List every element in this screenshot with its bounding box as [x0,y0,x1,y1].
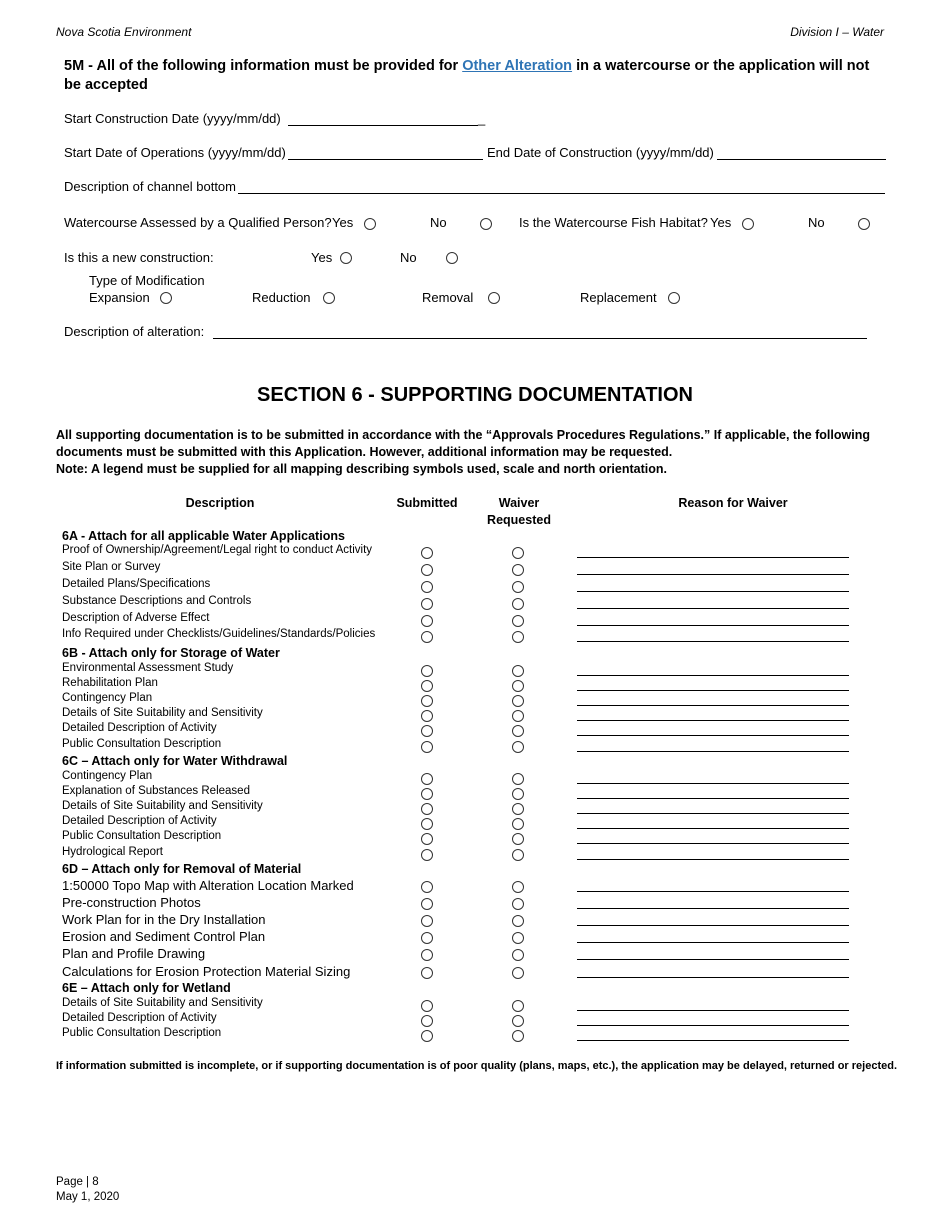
waiver-reason-field[interactable] [577,625,849,626]
waiver-reason-field[interactable] [577,783,849,784]
assessed-no-radio[interactable] [480,218,492,230]
submitted-radio[interactable] [421,898,433,910]
mod-expansion-radio[interactable] [160,292,172,304]
waiver-reason-field[interactable] [577,751,849,752]
title-pre: 5M - All of the following information must be provided for [64,58,463,74]
waiver-radio[interactable] [512,881,524,893]
channel-bottom-label: Description of channel bottom [64,179,236,194]
waiver-reason-field[interactable] [577,591,849,592]
waiver-reason-field[interactable] [577,798,849,799]
new-yes-radio[interactable] [340,252,352,264]
mod-reduction-label: Reduction [252,290,311,305]
doc-row [0,878,950,894]
waiver-reason-field[interactable] [577,813,849,814]
waiver-radio[interactable] [512,615,524,627]
doc-row [0,662,950,678]
doc-item-label: Plan and Profile Drawing [62,946,206,961]
doc-item-label: Public Consultation Description [62,830,222,842]
waiver-radio[interactable] [512,773,524,785]
doc-row [0,1027,950,1043]
submitted-radio[interactable] [421,803,433,815]
doc-item-label: Detailed Plans/Specifications [62,578,211,590]
new-no-radio[interactable] [446,252,458,264]
waiver-reason-field[interactable] [577,828,849,829]
doc-row [0,929,950,945]
doc-item-label: Calculations for Erosion Protection Material Sizing [62,964,351,979]
doc-row [0,946,950,962]
doc-group-title: 6A - Attach for all applicable Water Applications [62,529,345,543]
waiver-radio[interactable] [512,788,524,800]
doc-row [0,815,950,831]
page-date: May 1, 2020 [56,1191,120,1203]
waiver-reason-field[interactable] [577,608,849,609]
waiver-reason-field[interactable] [577,891,849,892]
doc-item-label: Detailed Description of Activity [62,722,217,734]
new-no-label: No [400,250,417,265]
submitted-radio[interactable] [421,725,433,737]
doc-row [0,964,950,980]
doc-item-label: Details of Site Suitability and Sensitivity [62,707,263,719]
doc-item-label: Environmental Assessment Study [62,662,234,674]
waiver-radio[interactable] [512,631,524,643]
doc-item-label: Proof of Ownership/Agreement/Legal right to conduct Activity [62,544,373,556]
section-6-title: SECTION 6 - SUPPORTING DOCUMENTATION [257,384,693,406]
incomplete-warning: If information submitted is incomplete, or if supporting documentation is of poor quality (plans, maps, etc.), the application may be delayed, returned or rejected. [56,1060,898,1072]
submitted-radio[interactable] [421,915,433,927]
waiver-radio[interactable] [512,665,524,677]
doc-item-label: Contingency Plan [62,770,153,782]
waiver-radio[interactable] [512,547,524,559]
waiver-radio[interactable] [512,564,524,576]
waiver-reason-field[interactable] [577,908,849,909]
page-number: Page | 8 [56,1176,99,1188]
doc-group-title: 6E – Attach only for Wetland [62,981,231,995]
doc-row [0,830,950,846]
start-construction-field[interactable] [288,125,478,126]
waiver-reason-field[interactable] [577,977,849,978]
new-yes-label: Yes [311,250,333,265]
doc-row [0,628,950,644]
new-construction-label: Is this a new construction: [64,250,214,265]
doc-row [0,595,950,611]
doc-item-label: Substance Descriptions and Controls [62,595,252,607]
col-waiver-line2: Requested [487,513,551,527]
doc-item-label: Work Plan for in the Dry Installation [62,912,266,927]
doc-item-label: Info Required under Checklists/Guidelines/Standards/Policies [62,628,376,640]
waiver-reason-field[interactable] [577,720,849,721]
doc-row [0,578,950,594]
submitted-radio[interactable] [421,615,433,627]
waiver-radio[interactable] [512,741,524,753]
waiver-radio[interactable] [512,967,524,979]
submitted-radio[interactable] [421,788,433,800]
doc-item-label: Contingency Plan [62,692,153,704]
waiver-reason-field[interactable] [577,942,849,943]
waiver-radio[interactable] [512,898,524,910]
submitted-radio[interactable] [421,1015,433,1027]
doc-group-title: 6D – Attach only for Removal of Material [62,862,302,876]
section-6-intro [56,427,896,478]
submitted-radio[interactable] [421,949,433,961]
doc-row [0,800,950,816]
waiver-radio[interactable] [512,915,524,927]
waiver-radio[interactable] [512,932,524,944]
waiver-reason-field[interactable] [577,557,849,558]
submitted-radio[interactable] [421,695,433,707]
doc-row [0,770,950,786]
doc-item-label: Hydrological Report [62,846,163,858]
submitted-radio[interactable] [421,881,433,893]
waiver-reason-field[interactable] [577,735,849,736]
doc-row [0,997,950,1013]
doc-item-label: Site Plan or Survey [62,561,161,573]
submitted-radio[interactable] [421,581,433,593]
doc-row [0,846,950,862]
doc-row [0,785,950,801]
submitted-radio[interactable] [421,932,433,944]
fish-no-radio[interactable] [858,218,870,230]
doc-row [0,561,950,577]
submitted-radio[interactable] [421,665,433,677]
submitted-radio[interactable] [421,741,433,753]
header-right: Division I – Water [790,25,884,39]
waiver-radio[interactable] [512,581,524,593]
modification-label: Type of Modification [89,273,205,288]
fish-no-label: No [808,215,825,230]
waiver-radio[interactable] [512,598,524,610]
doc-item-label: Rehabilitation Plan [62,677,158,689]
start-operations-label: Start Date of Operations (yyyy/mm/dd) [64,145,286,160]
submitted-radio[interactable] [421,710,433,722]
start-construction-label: Start Construction Date (yyyy/mm/dd) [64,111,281,126]
mod-replacement-label: Replacement [580,290,657,305]
doc-row [0,612,950,628]
submitted-radio[interactable] [421,967,433,979]
assessed-no-label: No [430,215,447,230]
submitted-radio[interactable] [421,773,433,785]
doc-row [0,895,950,911]
waiver-radio[interactable] [512,1015,524,1027]
waiver-radio[interactable] [512,1000,524,1012]
submitted-radio[interactable] [421,631,433,643]
waiver-reason-field[interactable] [577,1025,849,1026]
submitted-radio[interactable] [421,833,433,845]
submitted-radio[interactable] [421,680,433,692]
intro-note: Note: A legend must be supplied for all mapping describing symbols used, scale and north orientation. [56,462,667,476]
mod-reduction-radio[interactable] [323,292,335,304]
fish-habitat-label: Is the Watercourse Fish Habitat? [519,215,708,230]
waiver-reason-field[interactable] [577,641,849,642]
waiver-radio[interactable] [512,1030,524,1042]
waiver-reason-field[interactable] [577,859,849,860]
waiver-radio[interactable] [512,680,524,692]
end-construction-label: End Date of Construction (yyyy/mm/dd) [487,145,714,160]
doc-item-label: 1:50000 Topo Map with Alteration Location Marked [62,878,354,893]
submitted-radio[interactable] [421,564,433,576]
doc-row [0,722,950,738]
header-left: Nova Scotia Environment [56,25,192,39]
assessed-yes-radio[interactable] [364,218,376,230]
waiver-reason-field[interactable] [577,705,849,706]
submitted-radio[interactable] [421,849,433,861]
col-waiver-line1: Waiver [498,496,540,510]
other-alteration-link[interactable]: Other Alteration [462,58,573,74]
doc-item-label: Pre-construction Photos [62,895,201,910]
doc-row [0,677,950,693]
channel-bottom-field[interactable] [238,193,885,194]
doc-item-label: Details of Site Suitability and Sensitivity [62,800,263,812]
doc-item-label: Details of Site Suitability and Sensitivity [62,997,263,1009]
mod-removal-label: Removal [422,290,474,305]
doc-row [0,738,950,754]
waiver-reason-field[interactable] [577,843,849,844]
waiver-radio[interactable] [512,710,524,722]
waiver-radio[interactable] [512,695,524,707]
doc-row [0,1012,950,1028]
waiver-radio[interactable] [512,803,524,815]
waiver-radio[interactable] [512,833,524,845]
fish-yes-label: Yes [710,215,732,230]
section-5m-title [64,57,874,95]
intro-paragraph: All supporting documentation is to be submitted in accordance with the “Approvals Procedures Regulations.” If applicable, the following documents must be submitted with this Application. However, additional information may be requested. [56,428,870,459]
submitted-radio[interactable] [421,547,433,559]
waiver-radio[interactable] [512,949,524,961]
waiver-radio[interactable] [512,818,524,830]
submitted-radio[interactable] [421,1000,433,1012]
waiver-radio[interactable] [512,849,524,861]
assessed-label: Watercourse Assessed by a Qualified Person? [64,215,332,230]
doc-row [0,544,950,560]
col-reason: Reason for Waiver [678,496,788,510]
col-submitted: Submitted [396,496,458,510]
doc-group-title: 6B - Attach only for Storage of Water [62,646,280,660]
doc-item-label: Public Consultation Description [62,738,222,750]
submitted-radio[interactable] [421,818,433,830]
waiver-radio[interactable] [512,725,524,737]
waiver-reason-field[interactable] [577,925,849,926]
fish-yes-radio[interactable] [742,218,754,230]
doc-item-label: Public Consultation Description [62,1027,222,1039]
doc-row [0,692,950,708]
doc-item-label: Detailed Description of Activity [62,815,217,827]
assessed-yes-label: Yes [332,215,354,230]
end-construction-field[interactable] [717,159,886,160]
col-waiver [474,495,564,529]
mod-removal-radio[interactable] [488,292,500,304]
waiver-reason-field[interactable] [577,675,849,676]
doc-item-label: Description of Adverse Effect [62,612,210,624]
waiver-reason-field[interactable] [577,690,849,691]
waiver-reason-field[interactable] [577,1040,849,1041]
waiver-reason-field[interactable] [577,1010,849,1011]
doc-item-label: Detailed Description of Activity [62,1012,217,1024]
mod-replacement-radio[interactable] [668,292,680,304]
mod-expansion-label: Expansion [89,290,150,305]
col-description: Description [185,496,255,510]
submitted-radio[interactable] [421,598,433,610]
doc-item-label: Explanation of Substances Released [62,785,250,797]
doc-row [0,707,950,723]
alteration-label: Description of alteration: [64,324,205,339]
waiver-reason-field[interactable] [577,574,849,575]
waiver-reason-field[interactable] [577,959,849,960]
doc-row [0,912,950,928]
title-post: in a watercourse or the application will not be accepted [64,58,870,93]
doc-group-title: 6C – Attach only for Water Withdrawal [62,754,288,768]
doc-item-label: Erosion and Sediment Control Plan [62,929,266,944]
alteration-field[interactable] [213,338,867,339]
start-construction-tail: _ [478,111,486,126]
submitted-radio[interactable] [421,1030,433,1042]
start-operations-field[interactable] [288,159,483,160]
